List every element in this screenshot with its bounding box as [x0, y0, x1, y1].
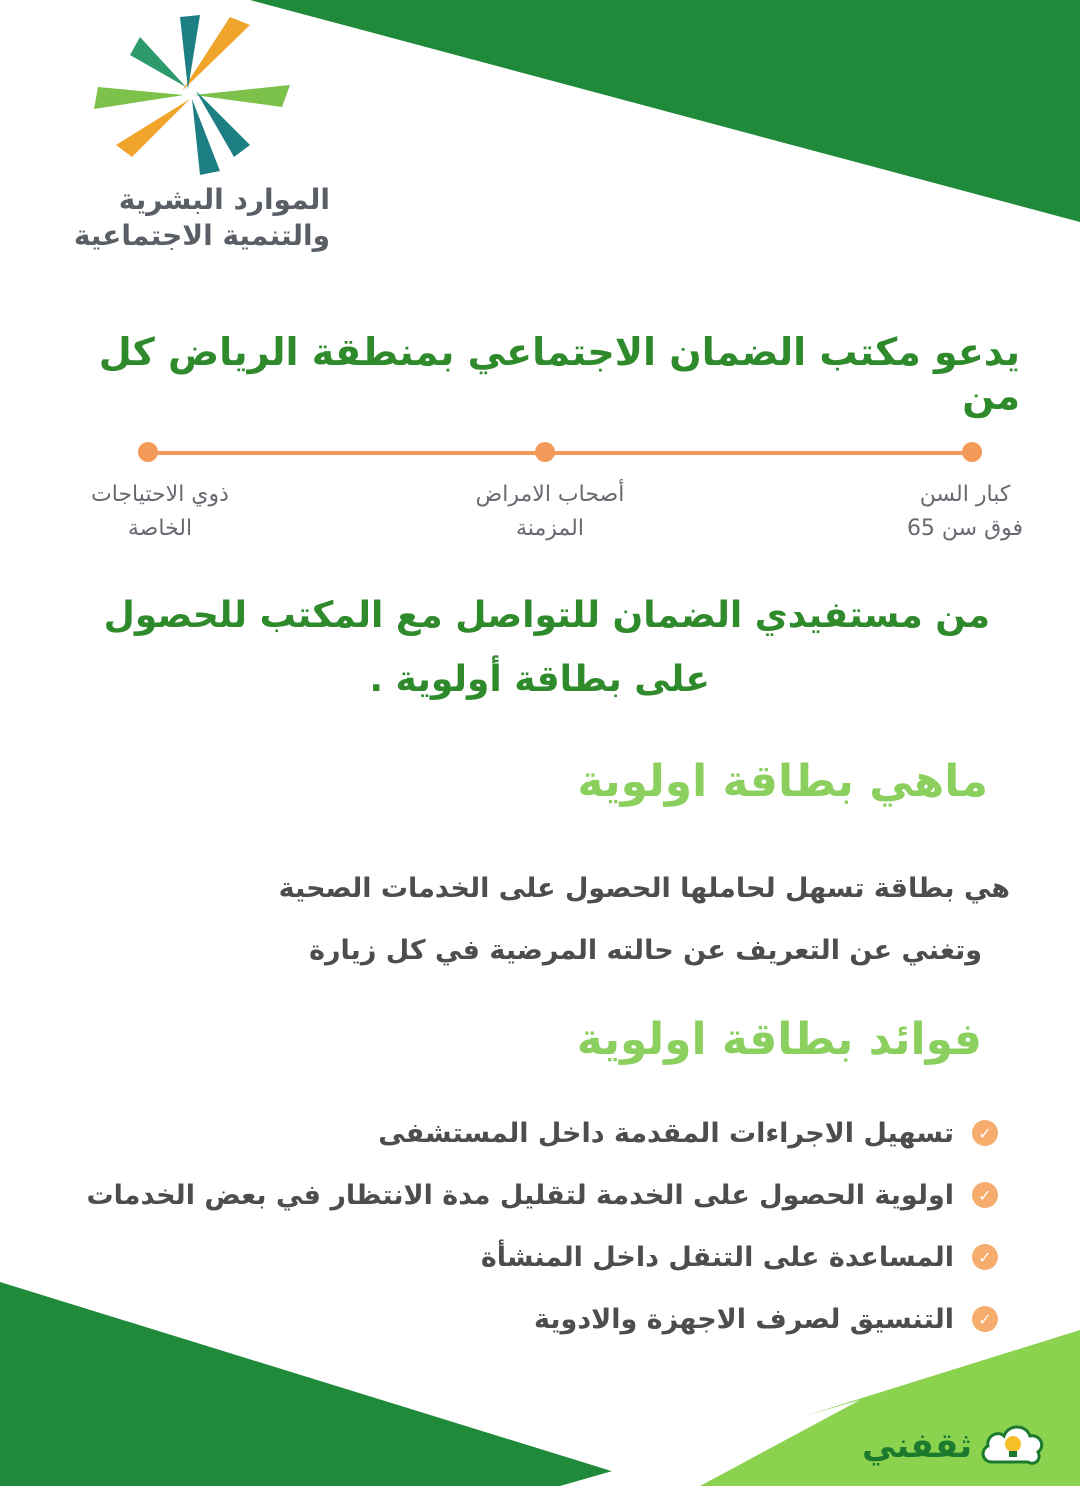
lead-text: [70, 584, 990, 712]
timeline-label-chronic: أصحاب الامراض المزمنة: [475, 482, 625, 541]
what-line1: هي بطاقة تسهل لحاملها الحصول على الخدمات الصحية: [278, 873, 1010, 904]
check-icon: ✓: [972, 1120, 998, 1146]
what-description: [110, 858, 1010, 982]
top-right-green-band: [250, 0, 1080, 222]
lightbulb-cloud-icon: [978, 1418, 1046, 1474]
benefits-list: [38, 1102, 998, 1350]
check-icon: ✓: [972, 1182, 998, 1208]
timeline-dot: [138, 442, 158, 462]
timeline-label-special-needs: ذوي الاحتياجات الخاصة: [91, 482, 229, 541]
watermark: [862, 1416, 1072, 1476]
headline: يدعو مكتب الضمان الاجتماعي بمنطقة الرياض كل من: [98, 330, 1020, 418]
what-line2: وتغني عن التعريف عن حالته المرضية في كل زيارة: [309, 935, 982, 966]
timeline: [140, 440, 990, 464]
lead-line2: على بطاقة أولوية .: [369, 659, 710, 700]
timeline-dot: [535, 442, 555, 462]
ministry-logo: [30, 10, 340, 260]
benefit-item: ✓ التنسيق لصرف الاجهزة والادوية: [38, 1288, 998, 1350]
benefit-item: ✓ المساعدة على التنقل داخل المنشأة: [38, 1226, 998, 1288]
star-logo-icon: [70, 10, 300, 180]
section-title-what: ماهي بطاقة اولوية: [577, 756, 988, 807]
logo-text-line1: الموارد البشرية: [118, 183, 330, 216]
section-title-benefits: فوائد بطاقة اولوية: [576, 1014, 982, 1065]
benefit-item: ✓ تسهيل الاجراءات المقدمة داخل المستشفى: [38, 1102, 998, 1164]
benefit-item: ✓ اولوية الحصول على الخدمة لتقليل مدة الانتظار في بعض الخدمات: [38, 1164, 998, 1226]
lead-line1: من مستفيدي الضمان للتواصل مع المكتب للحصول: [103, 595, 990, 636]
check-icon: ✓: [972, 1244, 998, 1270]
logo-text-line2: والتنمية الاجتماعية: [73, 219, 330, 252]
watermark-text: ثقفني: [862, 1426, 972, 1466]
timeline-dot: [962, 442, 982, 462]
timeline-line: [148, 451, 982, 455]
timeline-label-elderly: كبار السن فوق سن 65: [906, 482, 1024, 541]
check-icon: ✓: [972, 1306, 998, 1332]
